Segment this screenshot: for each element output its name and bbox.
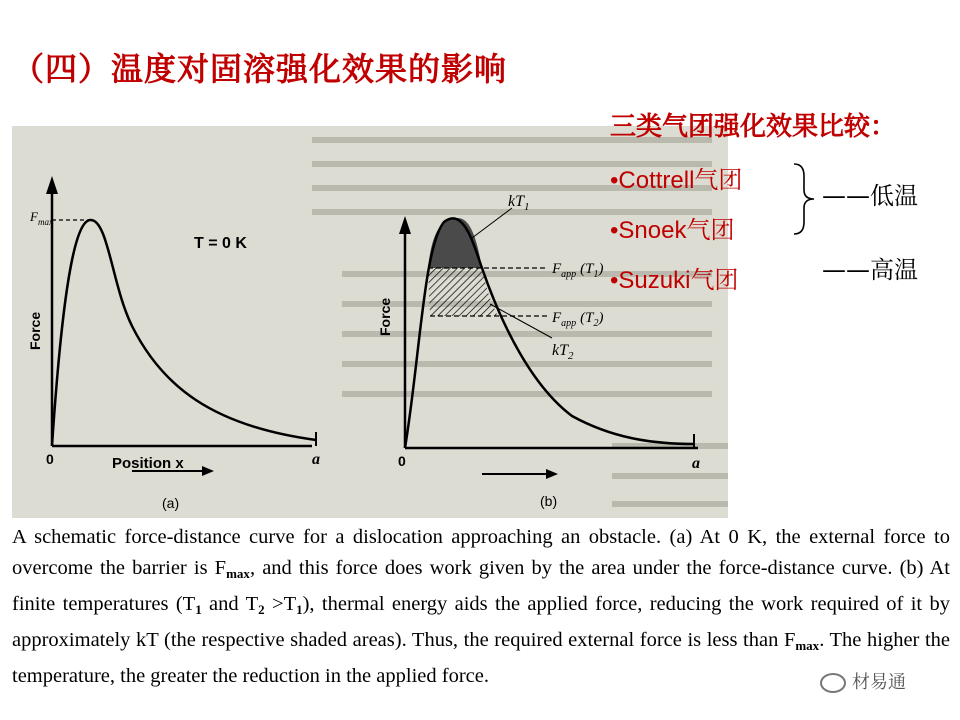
b-kt1-label: $kT_1$ [508,193,530,213]
b-fapp-t1-label: $F_{app}$ $(T_1)$ [552,261,604,280]
figure-caption: A schematic force-distance curve for a dislocation approaching an obstacle. (a) At 0 K, the external force to overcome the barrier is $F_{max}$, and this force does work given by the area under the force-distance curve. (b) At finite temperatures ($T_1$ and $T_2 >T_1$), thermal energy aids the applied force, reducing the work required of it by approximately kT (the respective shaded areas). Thus, the required external force is less than $F_{max}$. The higher the temperature, the greater the reduction in the applied force. [12,526,950,687]
wechat-icon [820,673,846,693]
item-cottrell: •Cottrell气团 [610,166,743,194]
slide-title: （四）温度对固溶强化效果的影响 [12,50,508,88]
a-temperature-label: T = 0 K [194,235,247,252]
a-origin-label: 0 [46,451,54,467]
b-origin-label: 0 [398,453,406,469]
a-fmax-label: $F_{max}$ [30,209,53,227]
a-end-label: a [312,451,320,468]
item-suzuki: •Suzuki气团 [610,266,739,294]
panel-a [27,176,320,511]
b-kt2-label: $kT_2$ [552,342,574,362]
watermark: 材易通 [820,668,906,694]
b-panel-label: (b) [540,493,558,509]
b-y-arrow [399,216,411,234]
a-x-arrow [202,466,214,476]
b-x-arrow [546,469,558,479]
comparison-heading: 三类气团强化效果比较： [610,112,897,142]
a-x-label: Position x [112,455,184,472]
a-panel-label: (a) [162,495,180,511]
high-temp-label: ——高温 [822,256,918,284]
a-force-curve [52,220,316,446]
a-y-arrow [46,176,58,194]
item-snoek: •Snoek气团 [610,216,735,244]
brace-icon [790,162,820,236]
b-y-label: Force [377,297,393,336]
comparison-panel [610,106,955,406]
b-end-label: a [692,455,700,472]
low-temp-label: ——低温 [822,182,918,210]
b-fapp-t2-label: $F_{app}$ $(T_2)$ [552,310,604,329]
a-y-label: Force [27,311,43,350]
